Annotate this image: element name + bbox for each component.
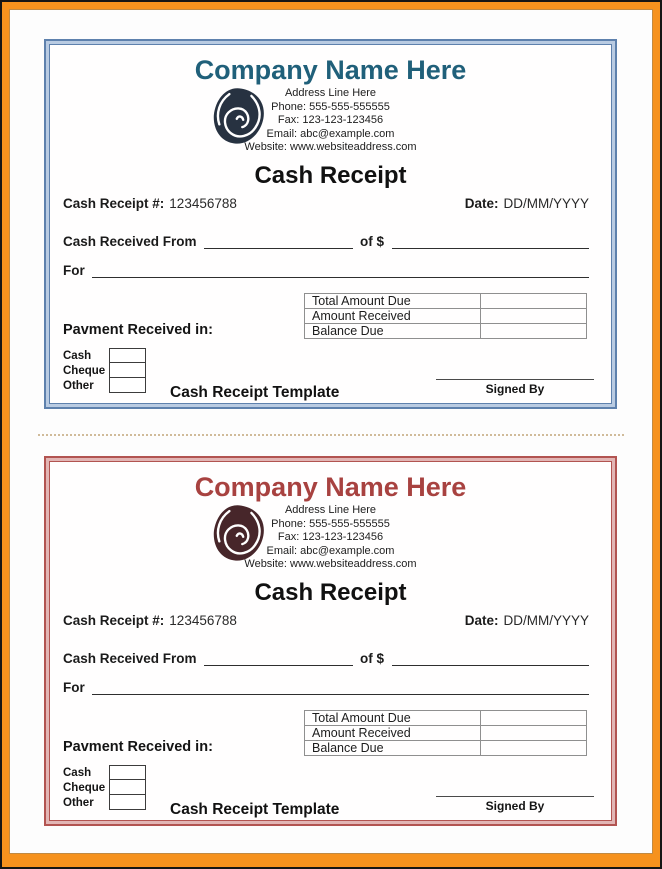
- payment-method-label: Pavment Received in:: [63, 739, 213, 755]
- meta-row: [63, 196, 589, 211]
- meta-row: [63, 613, 589, 628]
- for-label: For: [63, 679, 85, 695]
- cash-checkbox[interactable]: [109, 348, 146, 363]
- amount-row-label: Total Amount Due: [305, 711, 481, 726]
- receipt-blue-body: [49, 44, 612, 404]
- signed-by-block: [436, 796, 594, 813]
- amount-blank[interactable]: [392, 234, 589, 249]
- receipt-blue-border-light: [46, 41, 615, 407]
- other-checkbox[interactable]: [109, 378, 146, 393]
- amount-row-value[interactable]: [481, 711, 587, 726]
- method-cash-label: Cash: [63, 350, 92, 362]
- page-background: [9, 9, 653, 854]
- table-row: [305, 324, 587, 339]
- payment-method-names: [63, 349, 105, 394]
- received-from-row: [63, 234, 589, 249]
- table-row: [305, 294, 587, 309]
- receipt-number: [63, 613, 237, 628]
- table-row: [305, 726, 587, 741]
- contact-block: [50, 504, 611, 571]
- method-other-label: Other: [63, 380, 94, 392]
- received-from-label: Cash Received From: [63, 650, 197, 666]
- date: [465, 613, 589, 628]
- website-line: Website: www.websiteaddress.com: [244, 557, 417, 570]
- for-row: [63, 263, 589, 278]
- address-line: Address Line Here: [284, 504, 377, 517]
- address-line: Address Line Here: [284, 87, 377, 100]
- table-row: [305, 711, 587, 726]
- company-name: Company Name Here: [194, 472, 467, 502]
- receipt-number-value: 123456788: [169, 612, 237, 628]
- amount-prefix-label: of $: [359, 650, 384, 666]
- phone-line: Phone: 555-555-555555: [271, 100, 390, 113]
- amount-row-label: Balance Due: [305, 324, 481, 339]
- received-from-label: Cash Received From: [63, 233, 197, 249]
- fax-line: Fax: 123-123-123456: [277, 114, 384, 127]
- received-from-blank[interactable]: [204, 651, 353, 666]
- email-line: Email: abc@example.com: [266, 127, 395, 140]
- receipt-number-label: Cash Receipt #:: [63, 612, 165, 628]
- payment-method-checkboxes: [109, 765, 146, 810]
- received-from-blank[interactable]: [204, 234, 353, 249]
- signed-by-label: Signed By: [485, 382, 545, 396]
- payment-method-names: [63, 766, 105, 811]
- amount-row-value[interactable]: [481, 294, 587, 309]
- for-label: For: [63, 262, 85, 278]
- amount-row-value[interactable]: [481, 309, 587, 324]
- for-blank[interactable]: [92, 680, 589, 695]
- method-cheque-label: Cheque: [63, 782, 106, 794]
- amount-blank[interactable]: [392, 651, 589, 666]
- payment-method-label: Pavment Received in:: [63, 322, 213, 338]
- phone-line: Phone: 555-555-555555: [271, 517, 390, 530]
- date-label: Date:: [464, 612, 499, 628]
- receipt-number: [63, 196, 237, 211]
- amount-row-label: Amount Received: [305, 309, 481, 324]
- amount-row-value[interactable]: [481, 324, 587, 339]
- contact-block: [50, 87, 611, 154]
- dotted-divider: [38, 434, 624, 436]
- date-value: DD/MM/YYYY: [503, 195, 589, 211]
- amount-row-value[interactable]: [481, 726, 587, 741]
- cheque-checkbox[interactable]: [109, 780, 146, 795]
- cheque-checkbox[interactable]: [109, 363, 146, 378]
- receipt-red-border-light: [46, 458, 615, 824]
- other-checkbox[interactable]: [109, 795, 146, 810]
- method-cheque-label: Cheque: [63, 365, 106, 377]
- receipt-number-value: 123456788: [169, 195, 237, 211]
- date-label: Date:: [464, 195, 499, 211]
- amounts-table: [304, 710, 587, 756]
- amount-row-label: Total Amount Due: [305, 294, 481, 309]
- rose-logo-icon: [212, 87, 267, 147]
- cash-checkbox[interactable]: [109, 765, 146, 780]
- footer-title: Cash Receipt Template: [170, 384, 340, 401]
- receipt-red-body: [49, 461, 612, 821]
- company-name: Company Name Here: [194, 55, 467, 85]
- signature-blank[interactable]: [436, 379, 594, 380]
- method-other-label: Other: [63, 797, 94, 809]
- website-line: Website: www.websiteaddress.com: [244, 140, 417, 153]
- receipt-title: Cash Receipt: [254, 162, 407, 190]
- amount-row-label: Amount Received: [305, 726, 481, 741]
- table-row: [305, 309, 587, 324]
- fax-line: Fax: 123-123-123456: [277, 531, 384, 544]
- payment-method-checkboxes: [109, 348, 146, 393]
- rose-logo-icon: [212, 504, 267, 564]
- date-value: DD/MM/YYYY: [503, 612, 589, 628]
- table-row: [305, 741, 587, 756]
- footer-title: Cash Receipt Template: [170, 801, 340, 818]
- amount-row-value[interactable]: [481, 741, 587, 756]
- date: [465, 196, 589, 211]
- signed-by-block: [436, 379, 594, 396]
- received-from-row: [63, 651, 589, 666]
- method-cash-label: Cash: [63, 767, 92, 779]
- signed-by-label: Signed By: [485, 799, 545, 813]
- receipt-blue: [44, 39, 617, 409]
- receipt-number-label: Cash Receipt #:: [63, 195, 165, 211]
- amounts-table: [304, 293, 587, 339]
- amount-row-label: Balance Due: [305, 741, 481, 756]
- signature-blank[interactable]: [436, 796, 594, 797]
- for-row: [63, 680, 589, 695]
- email-line: Email: abc@example.com: [266, 544, 395, 557]
- receipt-red: [44, 456, 617, 826]
- amount-prefix-label: of $: [359, 233, 384, 249]
- for-blank[interactable]: [92, 263, 589, 278]
- receipt-title: Cash Receipt: [254, 579, 407, 607]
